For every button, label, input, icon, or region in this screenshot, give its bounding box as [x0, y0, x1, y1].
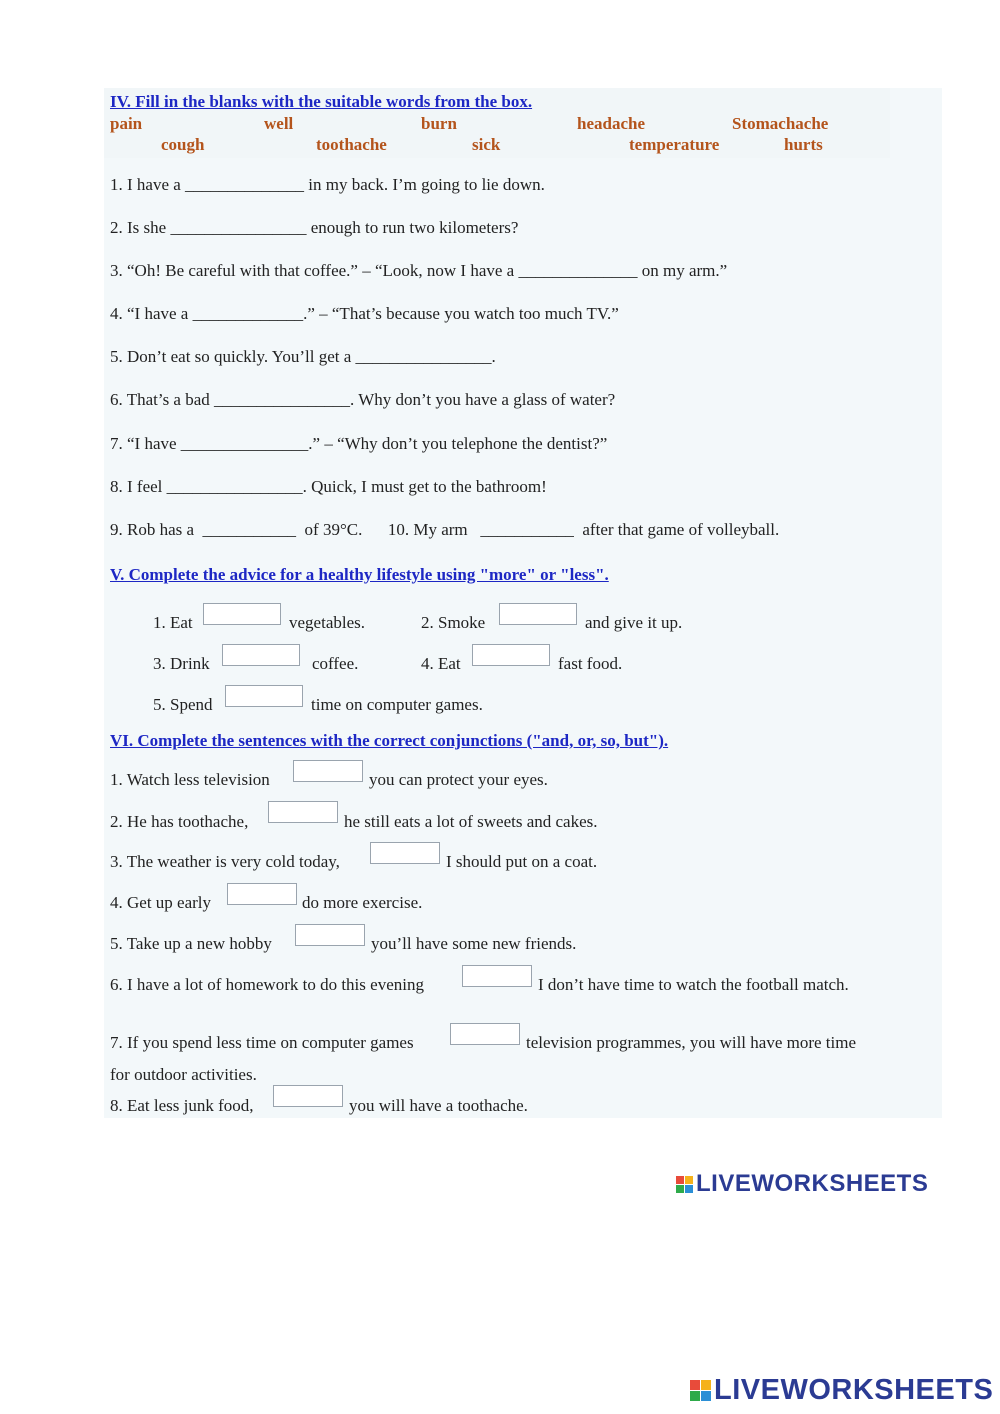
liveworksheets-logo-icon: [676, 1176, 693, 1193]
exercise-sentence: 5. Don’t eat so quickly. You’ll get a ________________.: [110, 347, 496, 366]
answer-input[interactable]: [293, 760, 363, 782]
answer-input[interactable]: [227, 883, 297, 905]
section-4-title: IV. Fill in the blanks with the suitable words from the box.: [110, 92, 533, 111]
answer-input[interactable]: [268, 801, 338, 823]
conjunction-sentence: you will have a toothache.: [349, 1096, 528, 1115]
answer-input[interactable]: [273, 1085, 343, 1107]
logo-text: LIVEWORKSHEETS: [714, 1374, 994, 1406]
answer-input[interactable]: [222, 644, 300, 666]
exercise-sentence: 3. “Oh! Be careful with that coffee.” – “Look, now I have a ______________ on my arm.”: [110, 261, 728, 280]
conjunction-sentence: I should put on a coat.: [446, 852, 598, 871]
word-bank-item: toothache: [316, 135, 387, 154]
word-bank-item: Stomachache: [732, 114, 829, 133]
word-bank-item: pain: [110, 114, 143, 133]
advice-label: 5. Spend: [153, 695, 213, 714]
exercise-sentence: 2. Is she ________________ enough to run two kilometers?: [110, 218, 519, 237]
advice-label: time on computer games.: [311, 695, 483, 714]
word-bank-item: cough: [161, 135, 205, 154]
answer-input[interactable]: [462, 965, 532, 987]
advice-label: coffee.: [312, 654, 359, 673]
exercise-sentence: 6. That’s a bad ________________. Why don’t you have a glass of water?: [110, 390, 616, 409]
advice-label: fast food.: [558, 654, 623, 673]
conjunction-sentence: I don’t have time to watch the football match.: [538, 975, 849, 994]
advice-label: 3. Drink: [153, 654, 210, 673]
conjunction-sentence: he still eats a lot of sweets and cakes.: [344, 812, 598, 831]
answer-input[interactable]: [450, 1023, 520, 1045]
advice-label: 2. Smoke: [421, 613, 486, 632]
word-bank-item: well: [264, 114, 294, 133]
conjunction-sentence: you’ll have some new friends.: [371, 934, 577, 953]
word-bank-item: hurts: [784, 135, 823, 154]
conjunction-sentence: television programmes, you will have more time: [526, 1033, 857, 1052]
liveworksheets-logo-bottom: [690, 1374, 993, 1407]
conjunction-sentence: 3. The weather is very cold today,: [110, 852, 340, 871]
word-bank-item: temperature: [629, 135, 720, 154]
word-bank-item: headache: [577, 114, 645, 133]
conjunction-sentence-continued: for outdoor activities.: [110, 1065, 257, 1084]
advice-label: and give it up.: [585, 613, 683, 632]
liveworksheets-logo: [676, 1170, 928, 1198]
conjunction-sentence: you can protect your eyes.: [369, 770, 548, 789]
conjunction-sentence: 8. Eat less junk food,: [110, 1096, 254, 1115]
conjunction-sentence: do more exercise.: [302, 893, 423, 912]
section-5-title: V. Complete the advice for a healthy lifestyle using "more" or "less".: [110, 565, 609, 584]
answer-input[interactable]: [203, 603, 281, 625]
answer-input[interactable]: [499, 603, 577, 625]
exercise-sentence: 4. “I have a _____________.” – “That’s because you watch too much TV.”: [110, 304, 619, 323]
word-bank-item: burn: [421, 114, 457, 133]
answer-input[interactable]: [225, 685, 303, 707]
conjunction-sentence: 4. Get up early: [110, 893, 212, 912]
advice-label: vegetables.: [289, 613, 365, 632]
answer-input[interactable]: [472, 644, 550, 666]
answer-input[interactable]: [370, 842, 440, 864]
exercise-sentence: 9. Rob has a ___________ of 39°C. 10. My arm ___________ after that game of volleyball.: [110, 520, 780, 539]
conjunction-sentence: 5. Take up a new hobby: [110, 934, 272, 953]
conjunction-sentence: 6. I have a lot of homework to do this evening: [110, 975, 424, 994]
conjunction-sentence: 7. If you spend less time on computer games: [110, 1033, 414, 1052]
conjunction-sentence: 1. Watch less television: [110, 770, 270, 789]
exercise-sentence: 7. “I have _______________.” – “Why don’t you telephone the dentist?”: [110, 434, 608, 453]
liveworksheets-logo-icon: [690, 1380, 711, 1401]
conjunction-sentence: 2. He has toothache,: [110, 812, 249, 831]
logo-text: LIVEWORKSHEETS: [696, 1170, 929, 1197]
answer-input[interactable]: [295, 924, 365, 946]
exercise-sentence: 8. I feel ________________. Quick, I must get to the bathroom!: [110, 477, 547, 496]
word-bank-item: sick: [472, 135, 501, 154]
section-6-title: VI. Complete the sentences with the correct conjunctions ("and, or, so, but").: [110, 731, 669, 750]
advice-label: 4. Eat: [421, 654, 461, 673]
exercise-sentence: 1. I have a ______________ in my back. I’m going to lie down.: [110, 175, 545, 194]
advice-label: 1. Eat: [153, 613, 193, 632]
